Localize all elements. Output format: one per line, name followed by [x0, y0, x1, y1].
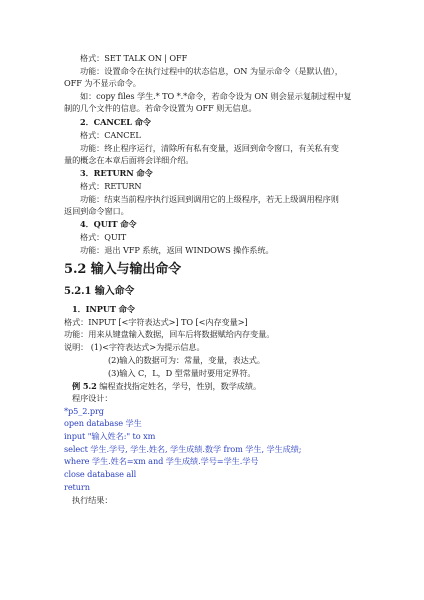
talk-function-line-1: 功能：设置命令在执行过程中的状态信息，ON 为显示命令（是默认值），	[80, 66, 343, 76]
input-format: 格式：INPUT [<字符表达式>] TO [<内存变量>]	[64, 317, 248, 327]
code-line: open database 学生	[64, 418, 142, 428]
cancel-heading: 2．CANCEL 命令	[80, 117, 151, 127]
quit-function: 功能：退出 VFP 系统，返回 WINDOWS 操作系统。	[80, 245, 274, 255]
return-heading: 3．RETURN 命令	[80, 168, 153, 178]
input-function: 功能：用来从键盘输入数据，回车后将数据赋给内存变量。	[64, 329, 275, 339]
return-function-line-1: 功能：结束当前程序执行返回到调用它的上级程序，若无上级调用程序则	[80, 194, 339, 204]
talk-example-line-2: 制的几个文件的信息。若命令设置为 OFF 则无信息。	[64, 103, 257, 113]
talk-function-line-2: OFF 为不显示命令。	[64, 78, 141, 88]
cancel-function-line-2: 量的概念在本章后面将会详细介绍。	[64, 155, 194, 165]
return-format: 格式：RETURN	[80, 181, 142, 191]
cancel-function-line-1: 功能：终止程序运行，清除所有私有变量，返回到命令窗口，有关私有变	[80, 143, 339, 153]
code-line: where 学生.姓名=xm and 学生成绩.学号=学生.学号	[64, 456, 259, 466]
code-line: *p5_2.prg	[64, 406, 104, 416]
input-heading: 1．INPUT 命令	[72, 304, 135, 314]
input-note-2: (2)输入的数据可为：常量，变量，表达式。	[108, 355, 265, 365]
example-text: 编程查找指定姓名，学号，性别，数学成绩。	[96, 381, 262, 391]
section-5-2-title: 5.2 输入与输出命令	[64, 262, 182, 277]
talk-example-line-1: 如：copy files 学生.* TO *.*命令，若命令设为 ON 则会显示复制过程中复	[80, 91, 352, 101]
example-5-2	[72, 381, 261, 391]
quit-heading: 4．QUIT 命令	[80, 219, 137, 229]
input-note-1: 说明： (1)<字符表达式>为提示信息。	[64, 342, 205, 352]
code-line: close database all	[64, 469, 137, 479]
example-label: 例 5.2	[72, 381, 97, 391]
return-function-line-2: 返回到命令窗口。	[64, 206, 129, 216]
cancel-format: 格式：CANCEL	[80, 130, 141, 140]
code-line: input "输入姓名:" to xm	[64, 431, 156, 441]
section-5-2-1-title: 5.2.1 输入命令	[64, 286, 135, 297]
quit-format: 格式：QUIT	[80, 232, 127, 242]
talk-format: 格式：SET TALK ON | OFF	[80, 53, 188, 63]
program-design-label: 程序设计：	[72, 393, 113, 403]
input-note-3: (3)输入 C，L，D 型常量时要用定界符。	[108, 368, 256, 378]
code-line: select 学生.学号, 学生.姓名, 学生成绩.数学 from 学生, 学生成绩;	[64, 444, 302, 454]
code-line: return	[64, 482, 90, 492]
execution-result-label: 执行结果：	[72, 495, 113, 505]
